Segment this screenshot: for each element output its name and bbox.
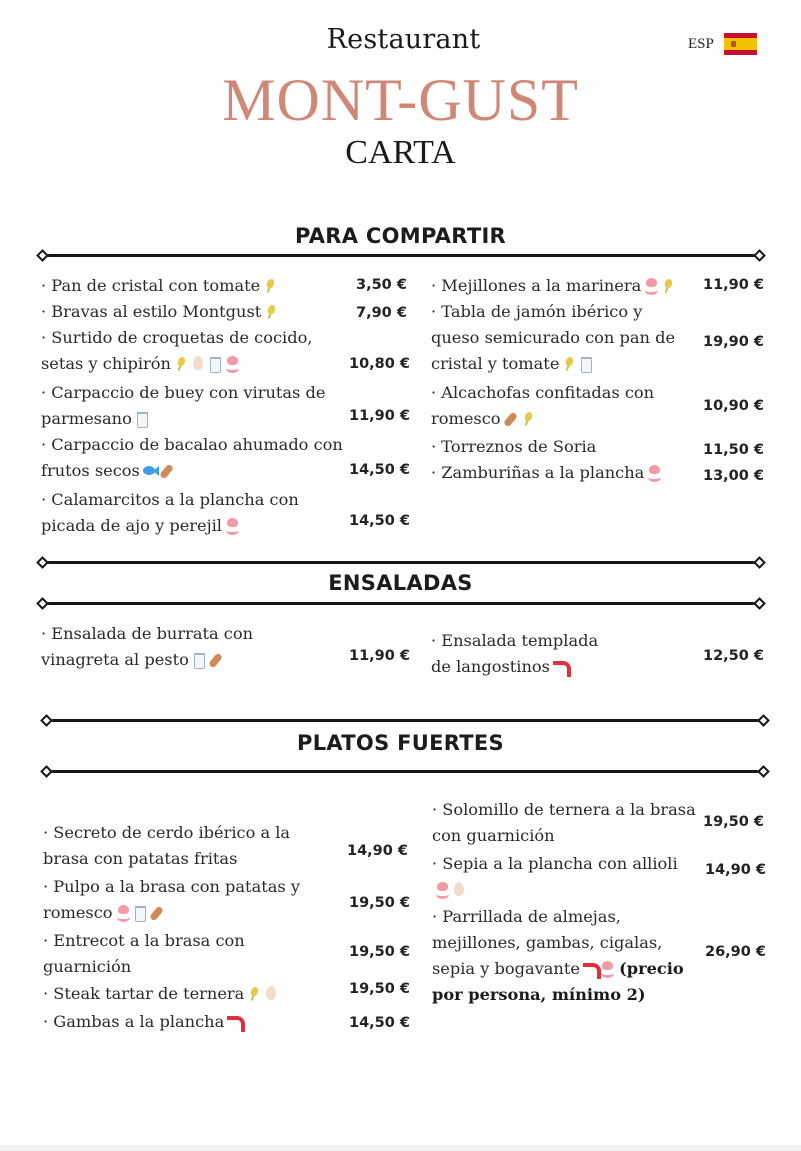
item-name: · Pan de cristal con tomate: [41, 276, 261, 295]
item-price: 11,90 €: [349, 408, 411, 424]
menu-item: [43, 820, 353, 872]
item-price: 14,50 €: [349, 513, 411, 529]
item-name: · Pulpo a la brasa con patatas y: [43, 877, 300, 896]
dairy-icon: [208, 356, 222, 371]
mollusc-icon: [435, 882, 449, 897]
gluten-icon: [247, 986, 261, 1001]
item-name-cont: queso semicurado con pan de: [431, 328, 676, 347]
nuts-icon: [160, 463, 174, 478]
item-price: 13,00 €: [703, 468, 765, 484]
item-price: 14,90 €: [347, 843, 409, 859]
gluten-icon: [174, 356, 188, 371]
divider: [42, 715, 768, 727]
gluten-icon: [562, 356, 576, 371]
item-name: · Torreznos de Soria: [431, 437, 597, 456]
item-name: · Tabla de jamón ibérico y: [431, 302, 643, 321]
divider: [38, 598, 764, 610]
mollusc-icon: [116, 905, 130, 920]
item-name: · Ensalada templada: [431, 631, 599, 650]
item-name: · Bravas al estilo Montgust: [41, 302, 262, 321]
item-name-cont: vinagreta al pesto: [41, 650, 189, 669]
item-name-cont: con guarnición: [432, 826, 555, 845]
item-price: 14,50 €: [349, 1015, 411, 1031]
dairy-icon: [135, 411, 149, 426]
nuts-icon: [209, 652, 223, 667]
item-name-cont: picada de ajo y perejil: [41, 516, 222, 535]
item-name: · Entrecot a la brasa con: [43, 931, 245, 950]
item-name-cont: setas y chipirón: [41, 354, 171, 373]
menu-item: [431, 380, 701, 432]
menu-item: [432, 904, 712, 1008]
menu-item: [43, 928, 353, 980]
divider: [42, 766, 768, 778]
item-price: 19,90 €: [703, 334, 765, 350]
egg-icon: [452, 882, 466, 897]
item-name-cont: guarnición: [43, 957, 132, 976]
menu-item: [431, 299, 701, 377]
item-name: · Secreto de cerdo ibérico a la: [43, 823, 291, 842]
menu-item: [41, 325, 361, 377]
restaurant-subtitle: Restaurant: [326, 24, 481, 55]
item-name-cont: mejillones, gambas, cigalas,: [432, 933, 663, 952]
item-price: 10,80 €: [349, 356, 411, 372]
restaurant-name: MONT-GUST: [222, 67, 579, 133]
egg-icon: [264, 986, 278, 1001]
section-title-platos: PLATOS FUERTES: [297, 731, 504, 755]
item-name: · Alcachofas confitadas con: [431, 383, 655, 402]
item-note-cont: por persona, mínimo 2): [432, 985, 646, 1004]
menu-item: [41, 621, 351, 673]
item-name-cont: parmesano: [41, 409, 132, 428]
item-price: 14,90 €: [705, 862, 767, 878]
item-name: · Steak tartar de ternera: [43, 984, 245, 1003]
menu-item: [431, 628, 701, 680]
divider: [38, 557, 764, 569]
item-name-cont: sepia y bogavante: [432, 959, 580, 978]
item-name: · Zamburiñas a la plancha: [431, 463, 645, 482]
item-name: · Sepia a la plancha con allioli: [432, 854, 678, 873]
page-bottom-edge: [0, 1145, 801, 1151]
item-name: · Surtido de croquetas de cocido,: [41, 328, 313, 347]
item-name-cont: de langostinos: [431, 657, 550, 676]
item-price: 7,90 €: [356, 305, 407, 321]
menu-item: [432, 797, 704, 849]
language-label: ESP: [688, 35, 714, 52]
gluten-icon: [264, 304, 278, 319]
mollusc-icon: [225, 356, 239, 371]
divider: [38, 250, 764, 262]
item-price: 3,50 €: [356, 277, 407, 293]
item-price: 26,90 €: [705, 944, 767, 960]
menu-item: [43, 1009, 353, 1035]
item-name-cont: frutos secos: [41, 461, 140, 480]
crustacean-icon: [553, 659, 567, 674]
fish-icon: [143, 463, 157, 478]
item-name: · Solomillo de ternera a la brasa: [432, 800, 696, 819]
gluten-icon: [661, 278, 675, 293]
menu-item: [431, 434, 701, 460]
menu-item: [41, 432, 381, 484]
item-price: 14,50 €: [349, 462, 411, 478]
menu-heading: CARTA: [345, 134, 456, 171]
mollusc-icon: [647, 465, 661, 480]
item-price: 10,90 €: [703, 398, 765, 414]
item-price: 19,50 €: [349, 895, 411, 911]
menu-item: [431, 460, 701, 486]
item-price: 11,50 €: [703, 442, 765, 458]
item-price: 12,50 €: [703, 648, 765, 664]
dairy-icon: [579, 356, 593, 371]
crustacean-icon: [583, 961, 597, 976]
section-title-ensaladas: ENSALADAS: [328, 571, 473, 595]
item-name: · Ensalada de burrata con: [41, 624, 254, 643]
menu-item: [41, 487, 361, 539]
item-note: (precio: [619, 959, 684, 978]
item-name: · Calamarcitos a la plancha con: [41, 490, 299, 509]
menu-item: [432, 851, 704, 903]
item-price: 19,50 €: [349, 981, 411, 997]
item-name: · Parrillada de almejas,: [432, 907, 621, 926]
crustacean-icon: [227, 1014, 241, 1029]
item-price: 19,50 €: [703, 814, 765, 830]
item-name: · Carpaccio de buey con virutas de: [41, 383, 326, 402]
dairy-icon: [133, 905, 147, 920]
item-name-cont: brasa con patatas fritas: [43, 849, 238, 868]
menu-item: [41, 299, 351, 325]
nuts-icon: [150, 905, 164, 920]
menu-item: [41, 380, 371, 432]
nuts-icon: [504, 411, 518, 426]
dairy-icon: [192, 652, 206, 667]
item-name: · Gambas a la plancha: [43, 1012, 225, 1031]
mollusc-icon: [644, 278, 658, 293]
item-name-cont: cristal y tomate: [431, 354, 560, 373]
item-name: · Carpaccio de bacalao ahumado con: [41, 435, 343, 454]
gluten-icon: [521, 411, 535, 426]
item-name-cont: romesco: [43, 903, 113, 922]
item-price: 19,50 €: [349, 944, 411, 960]
section-title-compartir: PARA COMPARTIR: [294, 224, 507, 248]
item-price: 11,90 €: [349, 648, 411, 664]
item-price: 11,90 €: [703, 277, 765, 293]
item-name: · Mejillones a la marinera: [431, 276, 642, 295]
menu-item: [43, 981, 353, 1007]
mollusc-icon: [600, 961, 614, 976]
menu-item: [43, 874, 353, 926]
menu-item: [431, 273, 701, 299]
egg-icon: [191, 356, 205, 371]
menu-item: [41, 273, 351, 299]
mollusc-icon: [225, 518, 239, 533]
item-name-cont: romesco: [431, 409, 501, 428]
gluten-icon: [263, 278, 277, 293]
